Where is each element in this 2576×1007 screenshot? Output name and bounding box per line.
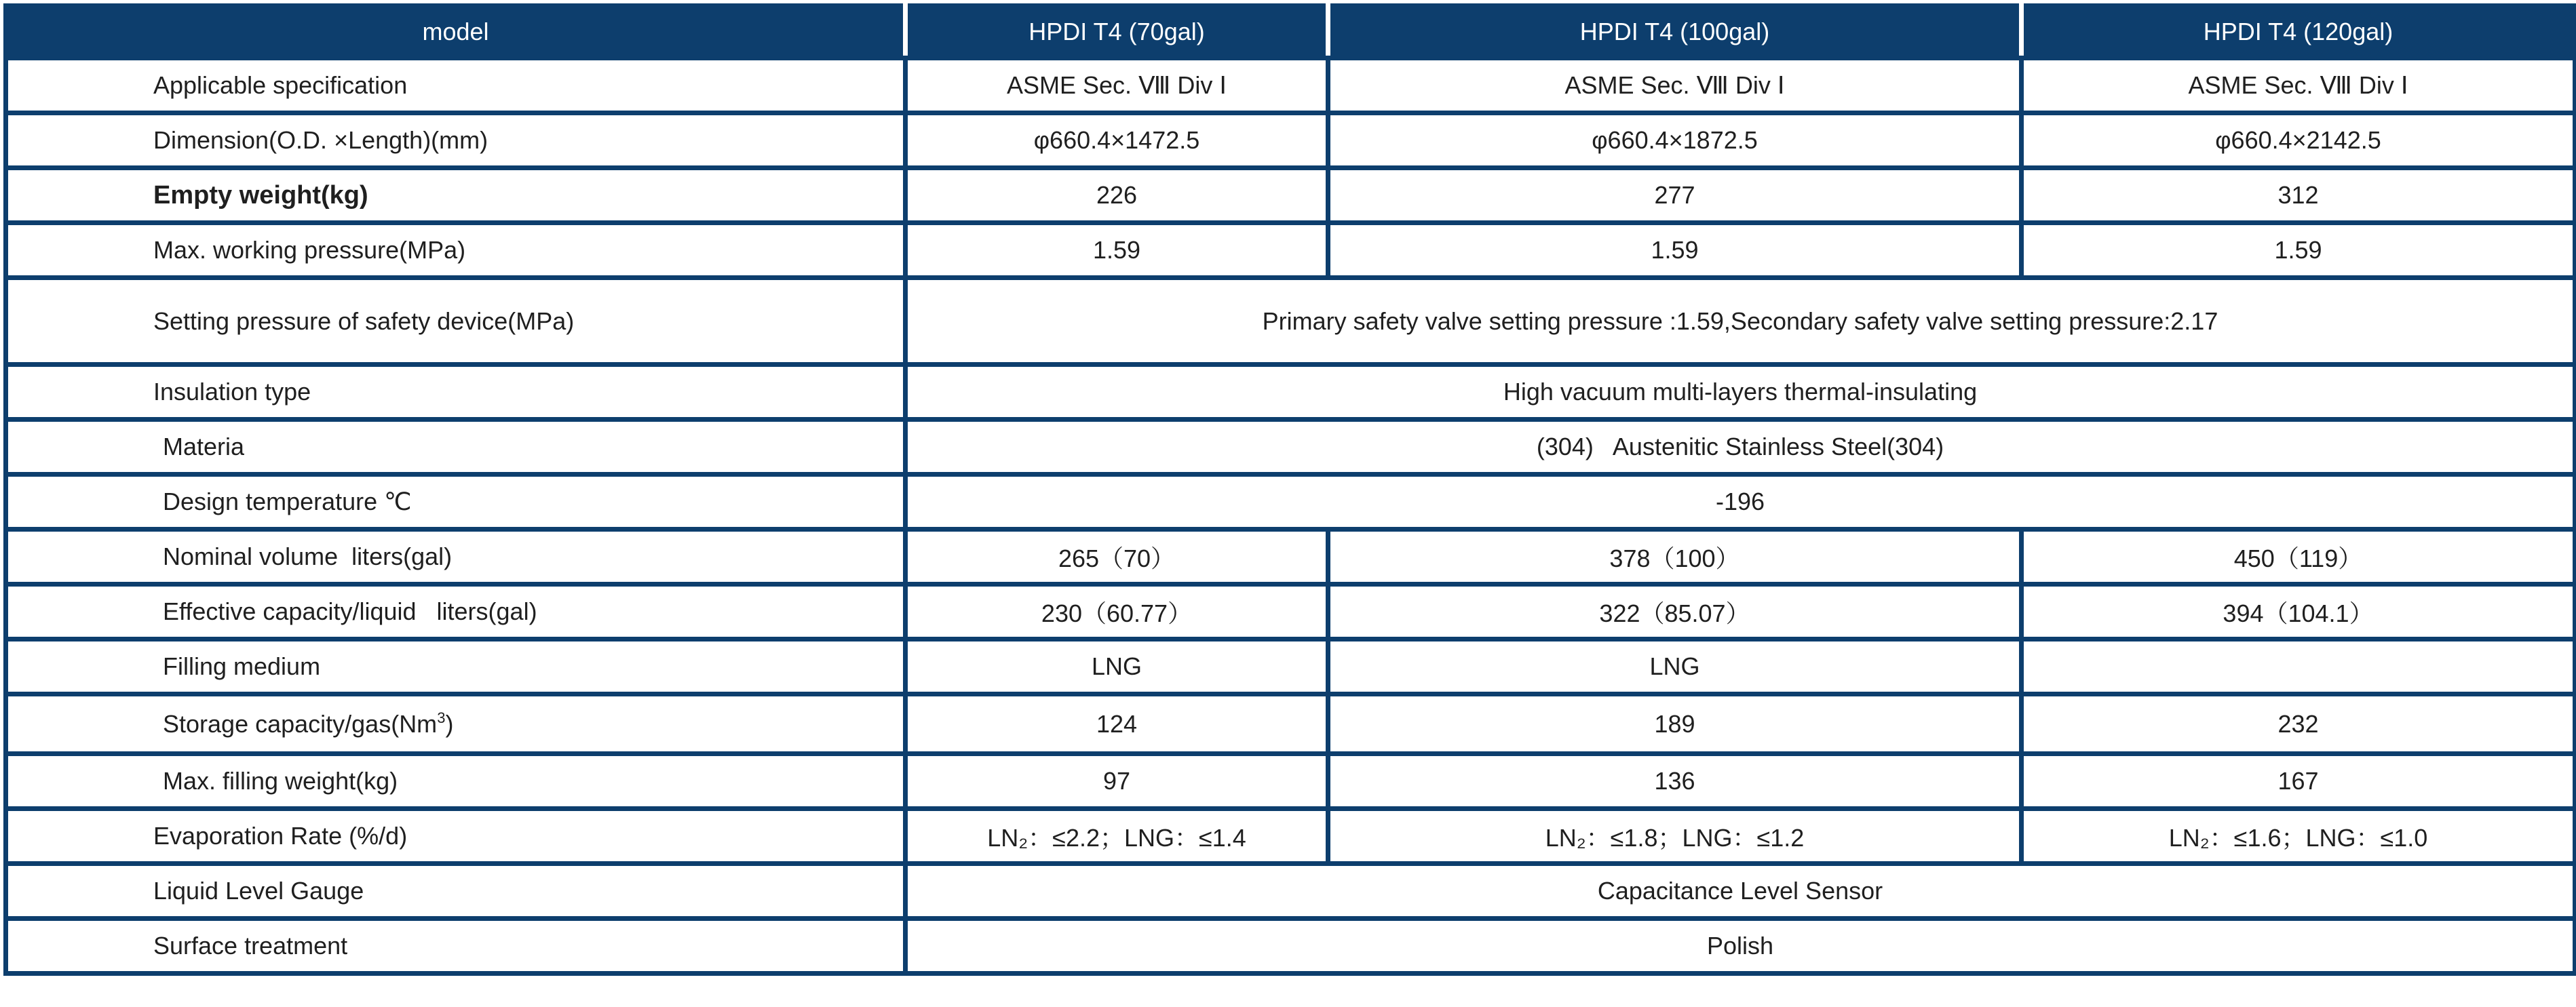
cell-100gal: 277: [1328, 168, 2022, 223]
cell-70gal: φ660.4×1472.5: [906, 113, 1328, 168]
cell-100gal: φ660.4×1872.5: [1328, 113, 2022, 168]
cell-120gal: 167: [2022, 754, 2575, 809]
row-dimension: [6, 113, 2575, 168]
cell-merged: Capacitance Level Sensor: [906, 864, 2575, 919]
row-label: Design temperature ℃: [6, 475, 906, 530]
row-label: Materia: [6, 420, 906, 475]
row-empty-weight: [6, 168, 2575, 223]
cell-70gal: 1.59: [906, 223, 1328, 278]
cell-70gal: LN₂：≤2.2；LNG：≤1.4: [906, 809, 1328, 864]
header-model-120gal: HPDI T4 (120gal): [2022, 6, 2575, 58]
row-max-filling-weight: [6, 754, 2575, 809]
row-evaporation-rate: [6, 809, 2575, 864]
cell-120gal: φ660.4×2142.5: [2022, 113, 2575, 168]
row-label-text: Storage capacity/gas(Nm: [163, 709, 438, 738]
row-max-working-pressure: [6, 223, 2575, 278]
cell-100gal: 136: [1328, 754, 2022, 809]
cell-merged: (304) Austenitic Stainless Steel(304): [906, 420, 2575, 475]
row-label-superscript: 3: [437, 709, 446, 726]
row-label: Max. working pressure(MPa): [6, 223, 906, 278]
cell-merged: Polish: [906, 919, 2575, 974]
cell-100gal: LNG: [1328, 639, 2022, 694]
row-storage-capacity-gas: [6, 694, 2575, 754]
cell-70gal: 265（70）: [906, 530, 1328, 585]
cell-100gal: 1.59: [1328, 223, 2022, 278]
row-label: Filling medium: [6, 639, 906, 694]
row-insulation-type: [6, 365, 2575, 420]
row-label: [6, 694, 906, 754]
cell-120gal: [2022, 639, 2575, 694]
cell-120gal: 312: [2022, 168, 2575, 223]
row-label-tail: ): [445, 709, 454, 738]
cell-120gal: 1.59: [2022, 223, 2575, 278]
cell-70gal: 97: [906, 754, 1328, 809]
row-label: Nominal volume liters(gal): [6, 530, 906, 585]
row-label: Empty weight(kg): [6, 168, 906, 223]
cell-100gal: ASME Sec. Ⅷ Div Ⅰ: [1328, 58, 2022, 113]
cell-100gal: 322（85.07）: [1328, 585, 2022, 639]
cell-120gal: 232: [2022, 694, 2575, 754]
cell-70gal: LNG: [906, 639, 1328, 694]
cell-100gal: 189: [1328, 694, 2022, 754]
row-label: Surface treatment: [6, 919, 906, 974]
cell-70gal: ASME Sec. Ⅷ Div Ⅰ: [906, 58, 1328, 113]
row-safety-device-pressure: [6, 278, 2575, 365]
header-model-label: model: [6, 6, 906, 58]
row-materia: [6, 420, 2575, 475]
row-effective-capacity: [6, 585, 2575, 639]
spec-table: [3, 3, 2576, 976]
header-row: [6, 6, 2575, 58]
row-label: Max. filling weight(kg): [6, 754, 906, 809]
row-applicable-specification: [6, 58, 2575, 113]
cell-120gal: 394（104.1）: [2022, 585, 2575, 639]
row-label: Insulation type: [6, 365, 906, 420]
row-design-temperature: [6, 475, 2575, 530]
cell-120gal: ASME Sec. Ⅷ Div Ⅰ: [2022, 58, 2575, 113]
row-liquid-level-gauge: [6, 864, 2575, 919]
cell-100gal: 378（100）: [1328, 530, 2022, 585]
cell-merged: -196: [906, 475, 2575, 530]
row-label: Liquid Level Gauge: [6, 864, 906, 919]
cell-120gal: LN₂：≤1.6；LNG：≤1.0: [2022, 809, 2575, 864]
cell-merged: High vacuum multi-layers thermal-insulating: [906, 365, 2575, 420]
row-filling-medium: [6, 639, 2575, 694]
row-label: Evaporation Rate (%/d): [6, 809, 906, 864]
cell-70gal: 230（60.77）: [906, 585, 1328, 639]
header-model-100gal: HPDI T4 (100gal): [1328, 6, 2022, 58]
cell-70gal: 226: [906, 168, 1328, 223]
cell-70gal: 124: [906, 694, 1328, 754]
row-surface-treatment: [6, 919, 2575, 974]
row-label: Effective capacity/liquid liters(gal): [6, 585, 906, 639]
header-model-70gal: HPDI T4 (70gal): [906, 6, 1328, 58]
row-nominal-volume: [6, 530, 2575, 585]
row-label: Applicable specification: [6, 58, 906, 113]
row-label: Setting pressure of safety device(MPa): [6, 278, 906, 365]
cell-merged: Primary safety valve setting pressure :1.59,Secondary safety valve setting pressure:2.17: [906, 278, 2575, 365]
row-label: Dimension(O.D. ×Length)(mm): [6, 113, 906, 168]
cell-100gal: LN₂：≤1.8；LNG：≤1.2: [1328, 809, 2022, 864]
cell-120gal: 450（119）: [2022, 530, 2575, 585]
